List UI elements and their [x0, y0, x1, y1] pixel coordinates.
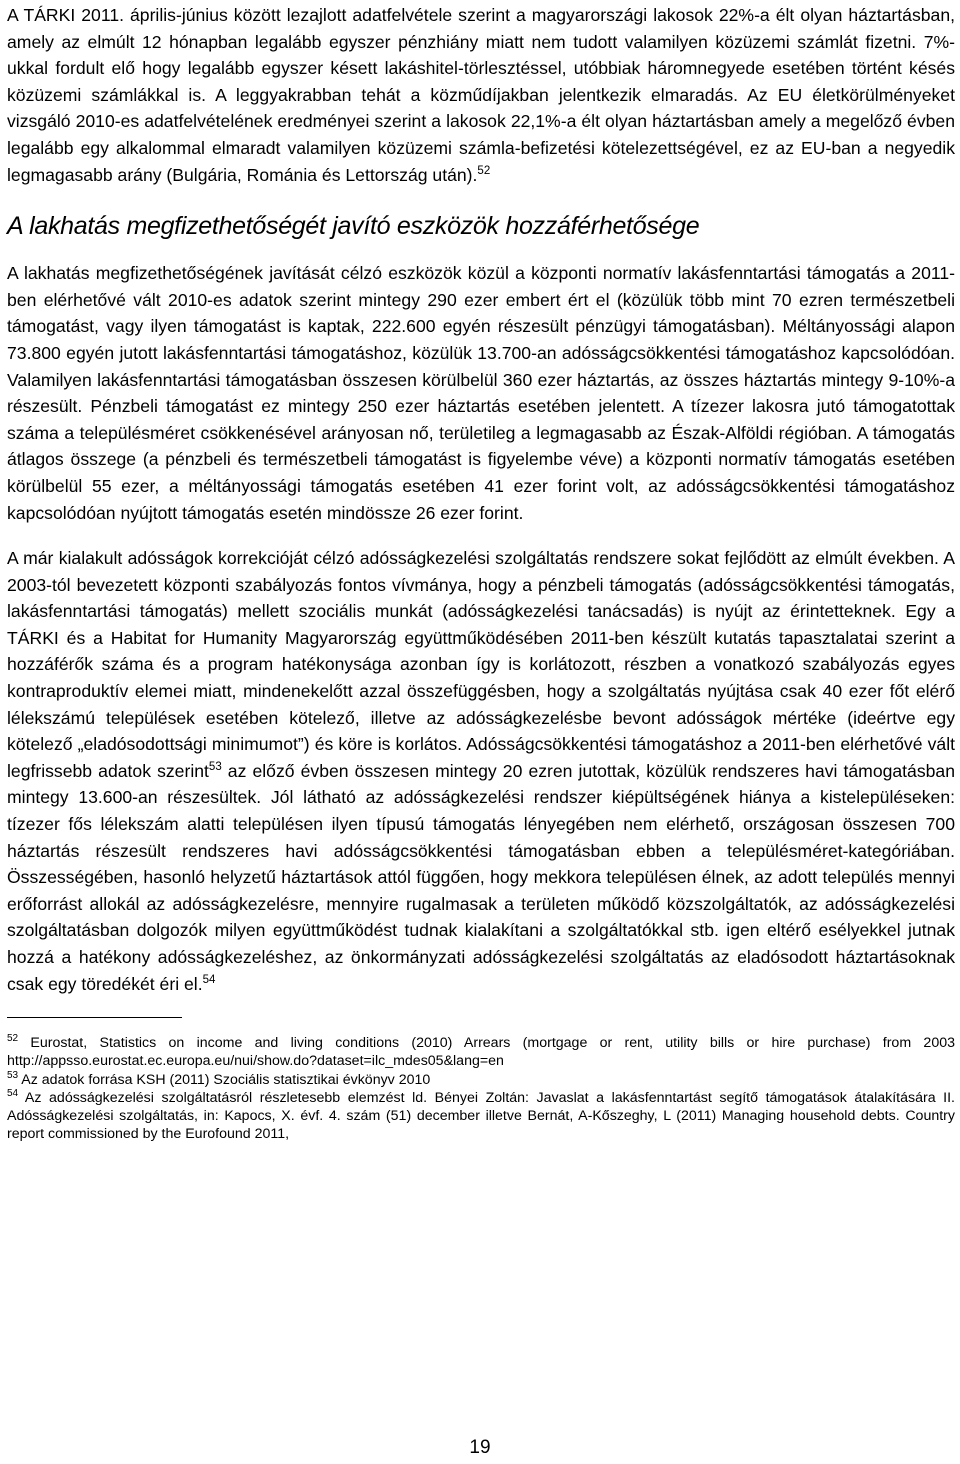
footnote-number: 54	[7, 1087, 19, 1099]
footnote-ref-53[interactable]: 53	[208, 760, 222, 773]
footnote-separator	[7, 1017, 182, 1018]
paragraph-3-text-b: az előző évben összesen mintegy 20 ezren jutottak, közülük rendszeres havi támogatásban mintegy 13.600-an részesültek. Jól látható az adósságkezelési rendszer kiépültségének hiánya a kistelepüléseken: tízezer fős lélekszám alatti településen ilyen típusú támogatás lényegében nem elérhető, országosan összesen 700 háztartás részesült rendszeres havi adósságcsökkentési támogatásban ebben a településméret-kategóriában. Összességében, hasonló helyzetű háztartások attól függően, hogy mekkora településen élnek, az adott település mennyi erőforrást allokál az adósságkezelésre, mennyire rugalmasak a területen működő közszolgáltatók, az adósságkezelési szolgáltatásban dolgozók milyen együttműködést tudnak kialakítani a szolgáltatókkal stb. igen eltérő esélyekkel jutnak hozzá a hatékony adósságkezeléshez, az önkormányzati adósságkezelési szolgáltatás az eladósodott háztartásoknak csak egy töredékét éri el.	[7, 760, 955, 994]
paragraph-1-text: A TÁRKI 2011. április-június között lezajlott adatfelvétele szerint a magyarországi lakosok 22%-a élt olyan háztartásban, amely az elmúlt 12 hónapban legalább egyszer pénzhiány miatt nem tudott valamilyen közüzemi számlát fizetni. 7%-ukkal fordult elő hogy legalább egyszer késett lakáshitel-törlesztéssel, utóbbiak háromnegyede esetében történt késés közüzemi számlákkal is. A leggyakrabban tehát a közműdíjakban jelentkezik elmaradás. Az EU életkörülményeket vizsgáló 2010-es adatfelvételének eredményei szerint a lakosok 22,1%-a élt olyan háztartásban amely a megelőző évben legalább egy alkalommal elmaradt valamilyen közüzemi számla-befizetési kötelezettségével, ez az EU-ban a negyedik legmagasabb arány (Bulgária, Románia és Lettország után).	[7, 5, 955, 185]
section-heading: A lakhatás megfizethetőségét javító eszközök hozzáférhetősége	[7, 212, 700, 241]
body-paragraph-3	[7, 545, 955, 997]
page-number: 19	[469, 1437, 491, 1458]
footnote-text: Az adatok forrása KSH (2011) Szociális statisztikai évkönyv 2010	[18, 1071, 431, 1088]
footnote-text: Eurostat, Statistics on income and living conditions (2010) Arrears (mortgage or rent, utility bills or hire purchase) from 2003 http://appsso.eurostat.ec.europa.eu/nui/show.do?dataset=ilc_mdes05&lang=en	[7, 1035, 955, 1070]
footnote-number: 53	[7, 1069, 19, 1081]
footnote-number: 52	[7, 1033, 19, 1045]
footnotes-section	[7, 1034, 955, 1143]
body-paragraph-1	[7, 2, 955, 188]
footnote-52	[7, 1034, 955, 1070]
footnote-54	[7, 1089, 955, 1144]
footnote-ref-54[interactable]: 54	[202, 973, 216, 986]
footnote-53	[7, 1071, 955, 1089]
footnote-text: Az adósságkezelési szolgáltatásról részletesebb elemzést ld. Bényei Zoltán: Javaslat a lakásfenntartást segítő támogatások átalakítására II. Adósságkezelési szolgáltatás, in: Kapocs, X. évf. 4. szám (51) december illetve Bernát, A-Kőszeghy, L (2011) Managing household debts. Country report commissioned by the Eurofound 2011,	[7, 1089, 955, 1143]
paragraph-3-text-a: A már kialakult adósságok korrekcióját célzó adósságkezelési szolgáltatás rendszere sokat fejlődött az elmúlt években. A 2003-tól bevezetett központi szabályozás fontos vívmánya, hogy a pénzbeli támogatás (adósságcsökkentési támogatás, lakásfenntartási támogatás) mellett szociális munkát (adósságkezelési tanácsadás) is nyújt az érintetteknek. Egy a TÁRKI és a Habitat for Humanity Magyarország együttműködésében 2011-ben készült kutatás tapasztalatai szerint a hozzáférők száma és a program hatékonysága azonban így is korlátozott, részben a vonatkozó szabályozás egyes kontraproduktív elemei miatt, mindenekelőtt azzal összefüggésben, hogy a szolgáltatás nyújtása csak 40 ezer főt elérő lélekszámú települések esetében kötelező, illetve az adósságkezelésbe bevont adósságok mértéke (ideértve egy kötelező „eladósodottsági minimumot”) és köre is korlátos. Adósságcsökkentési támogatáshoz a 2011-ben elérhetővé vált legfrissebb adatok szerint	[7, 548, 955, 781]
paragraph-2-text: A lakhatás megfizethetőségének javítását célzó eszközök közül a központi normatív lakásfenntartási támogatás a 2011-ben elérhetővé vált 2010-es adatok szerint mintegy 290 ezer embert ért el (közülük több mint 70 ezren természetbeli támogatást, vagy ilyen támogatást is kaptak, 222.600 egyén részesült pénzügyi támogatásban). Méltányossági alapon 73.800 egyén jutott lakásfenntartási támogatáshoz, közülük 13.700-an adósságcsökkentési támogatáshoz kapcsolódóan. Valamilyen lakásfenntartási támogatásban összesen körülbelül 360 ezer háztartás, az összes háztartás mintegy 9-10%-a részesült. Pénzbeli támogatást ez mintegy 250 ezer háztartás esetében jelentett. A tízezer lakosra jutó támogatottak száma a településméret csökkenésével arányosan nő, területileg a legmagasabb az Észak-Alföldi régióban. A támogatás átlagos összege (a pénzbeli és természetbeli támogatást is figyelembe véve) a központi normatív támogatás esetében körülbelül 55 ezer, a méltányossági támogatás esetében 41 ezer forint volt, az adósságcsökkentési támogatáshoz kapcsolódóan nyújtott támogatás esetén mindössze 26 ezer forint.	[7, 263, 955, 523]
document-page	[7, 0, 955, 1143]
footnote-ref-52[interactable]: 52	[477, 164, 491, 177]
body-paragraph-2	[7, 260, 955, 526]
